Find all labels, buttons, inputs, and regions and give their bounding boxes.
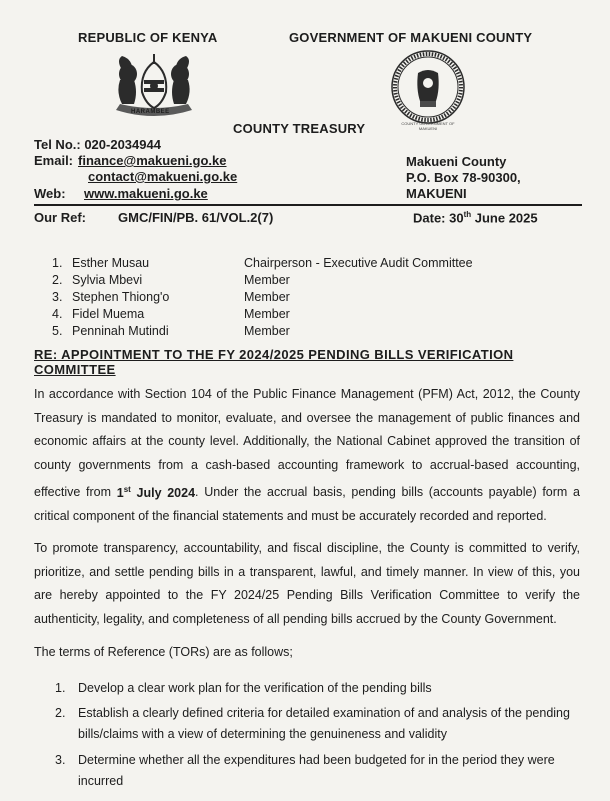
tor-text: Establish a clearly defined criteria for detailed examination of and analysis of the pending bills/claims with a view of determining the genuineness and validity xyxy=(78,706,570,741)
member-number: 1. xyxy=(52,256,63,270)
letter-date xyxy=(413,210,538,225)
date-suffix: th xyxy=(463,210,472,219)
makueni-county-seal-icon xyxy=(390,49,466,125)
tor-text: Determine whether all the expenditures had been budgeted for in the period they were incurred xyxy=(78,753,555,788)
email-link-finance[interactable]: finance@makueni.go.ke xyxy=(78,153,227,168)
member-number: 2. xyxy=(52,273,63,287)
tor-number: 1. xyxy=(55,681,66,695)
member-name: Esther Musau xyxy=(72,256,150,270)
member-role: Member xyxy=(244,324,290,338)
member-name: Fidel Muema xyxy=(72,307,145,321)
tor-intro: The terms of Reference (TORs) are as follows; xyxy=(34,645,293,659)
effective-date-rest: July 2024 xyxy=(130,485,196,500)
member-row xyxy=(52,306,290,323)
member-role: Member xyxy=(244,290,290,304)
email-label: Email: xyxy=(34,153,74,168)
member-role: Member xyxy=(244,307,290,321)
member-role: Member xyxy=(244,273,290,287)
date-rest: June 2025 xyxy=(471,210,538,226)
effective-date xyxy=(117,486,195,500)
effective-date-suffix: st xyxy=(123,484,131,494)
paragraph-mandate xyxy=(34,383,580,529)
tor-text: Develop a clear work plan for the verification of the pending bills xyxy=(78,681,432,695)
tel-number: 020-2034944 xyxy=(84,137,161,152)
web-label: Web: xyxy=(34,186,66,201)
seal-text: COUNTY GOVERNMENT OF MAKUENI xyxy=(401,121,455,131)
address-line-3: MAKUENI xyxy=(406,186,467,201)
department-title: COUNTY TREASURY xyxy=(233,121,366,136)
member-role: Chairperson - Executive Audit Committee xyxy=(244,256,473,270)
tor-number: 3. xyxy=(55,753,66,767)
kenya-motto: HARAMBEE xyxy=(131,109,170,115)
web-link[interactable]: www.makueni.go.ke xyxy=(84,186,208,201)
member-name: Stephen Thiong'o xyxy=(72,290,170,304)
member-row xyxy=(52,323,290,340)
subject-heading: RE: APPOINTMENT TO THE FY 2024/2025 PENDING BILLS VERIFICATION COMMITTEE xyxy=(34,347,514,377)
date-label: Date: 30 xyxy=(413,210,464,226)
header-divider xyxy=(34,204,582,206)
paragraph-mandate-b: . Under the accrual basis, pending bills (accounts payable) form a critical component of the financial statements and must be accurately recorded and reported. xyxy=(34,485,580,524)
address-line-1: Makueni County xyxy=(406,154,507,169)
member-number: 4. xyxy=(52,307,63,321)
address-line-2: P.O. Box 78-90300, xyxy=(406,170,521,185)
member-number: 5. xyxy=(52,324,63,338)
member-row xyxy=(52,289,290,306)
tel-line xyxy=(34,137,161,152)
tor-number: 2. xyxy=(55,706,66,720)
tor-item xyxy=(55,750,582,792)
paragraph-appointment: To promote transparency, accountability, and fiscal discipline, the County is committed to verify, prioritize, and settle pending bills in a transparent, lawful, and timely manner. In view of this, you are hereby appointed to the FY 2024/25 Pending Bills Verification Committee to verify the authenticity, legality, and completeness of all pending bills accrued by the County Government. xyxy=(34,541,580,626)
member-name: Sylvia Mbevi xyxy=(72,273,143,287)
tor-item xyxy=(55,703,582,745)
email-link-contact[interactable]: contact@makueni.go.ke xyxy=(88,169,238,184)
paragraph-mandate-a: In accordance with Section 104 of the Public Finance Management (PFM) Act, 2012, the County Treasury is mandated to monitor, evaluate, and oversee the management of public finances and economic affairs at the county level. Additionally, the National Cabinet approved the transition of county governments from a cash-based accounting framework to accrual-based accounting, effective from xyxy=(34,387,580,500)
country-title: REPUBLIC OF KENYA xyxy=(78,30,218,45)
ref-label: Our Ref: xyxy=(34,210,86,225)
tor-item xyxy=(55,678,582,699)
member-row xyxy=(52,272,290,289)
member-row xyxy=(52,255,473,272)
member-name: Penninah Mutindi xyxy=(72,324,169,338)
member-number: 3. xyxy=(52,290,63,304)
ref-number: GMC/FIN/PB. 61/VOL.2(7) xyxy=(118,210,274,225)
tel-label: Tel No.: xyxy=(34,137,81,152)
effective-date-day: 1 xyxy=(116,485,124,500)
county-title: GOVERNMENT OF MAKUENI COUNTY xyxy=(289,30,533,45)
